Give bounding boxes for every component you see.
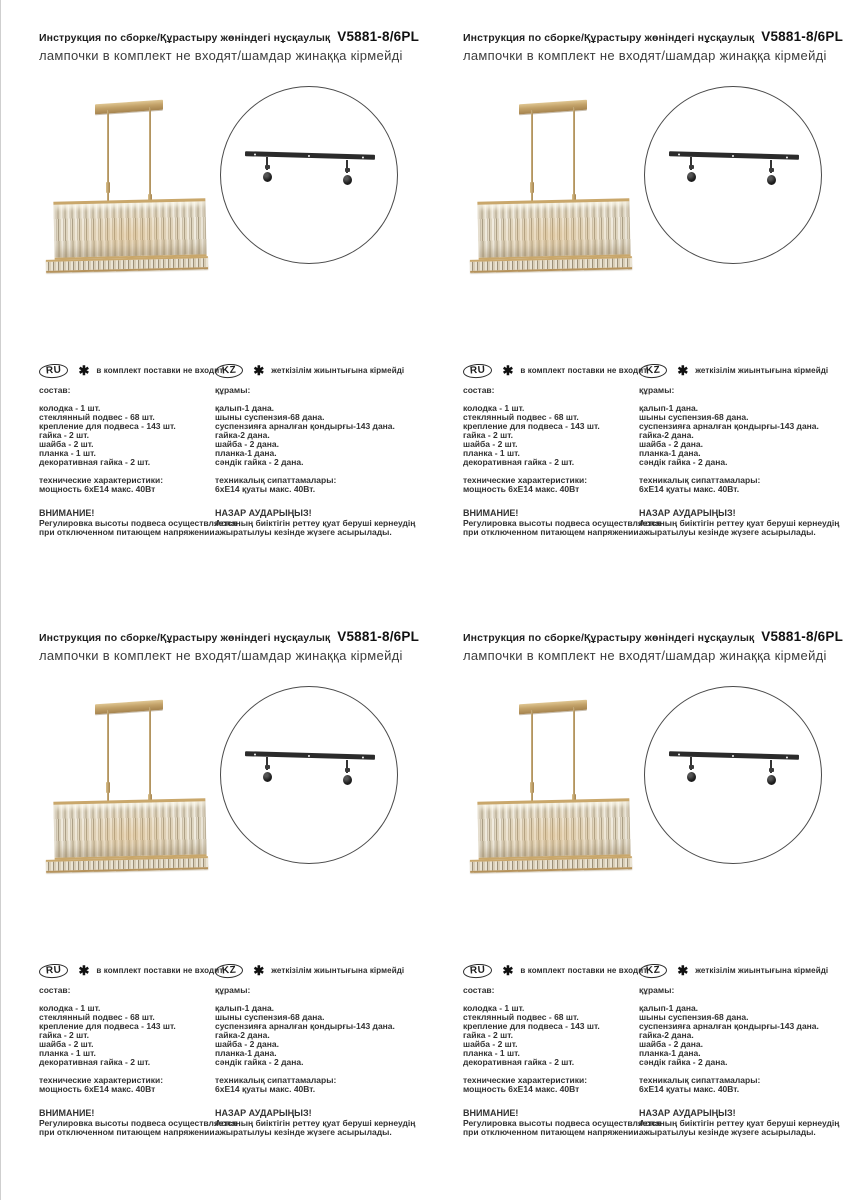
assembly-instruction-title: Инструкция по сборке/Құрастыру жөніндегі нұсқаулық — [463, 32, 755, 44]
ru-badge-row — [39, 962, 224, 979]
parts-list-item: сәндік гайка - 2 дана. — [639, 457, 728, 467]
kz-specs-block — [215, 476, 421, 494]
bolt-nut — [265, 165, 270, 169]
parts-list-item: крепление для подвеса - 143 шт. — [463, 421, 600, 431]
kz-info-column — [215, 362, 421, 537]
chandelier-image — [465, 688, 641, 888]
ru-warning-title: ВНИМАНИЕ! — [463, 508, 519, 518]
parts-list-item: планка-1 дана. — [215, 448, 277, 458]
parts-list-item: шайба - 2 шт. — [463, 1039, 518, 1049]
parts-list-item: планка - 1 шт. — [39, 448, 96, 458]
ru-specs-value: мощность 6хЕ14 макс. 40Вт — [39, 1084, 156, 1094]
bracket-hole — [786, 756, 788, 758]
ru-parts-list-title: состав: — [463, 985, 495, 995]
ru-parts-list-title: состав: — [463, 385, 495, 395]
kz-warning-title: НАЗАР АУДАРЫҢЫЗ! — [215, 1108, 312, 1118]
parts-list-item: колодка - 1 шт. — [39, 1003, 101, 1013]
chandelier-rod-right — [573, 107, 575, 203]
bracket-hole — [732, 154, 734, 156]
parts-list-item: суспензияға арналған қондырғы-143 дана. — [639, 421, 819, 431]
parts-list-item: сәндік гайка - 2 дана. — [639, 1057, 728, 1067]
ru-warning-title: ВНИМАНИЕ! — [463, 1108, 519, 1118]
ru-specs-value: мощность 6хЕ14 макс. 40Вт — [39, 484, 156, 494]
bracket-detail-circle — [220, 686, 398, 864]
warning-line: Регулировка высоты подвеса осуществляется — [39, 518, 238, 528]
chandelier-canopy — [95, 100, 163, 115]
parts-list-item: гайка-2 дана. — [215, 430, 270, 440]
bolt-knob — [343, 775, 352, 785]
ru-specs-title: технические характеристики: — [463, 1075, 588, 1085]
bulbs-not-included-note: лампочки в комплект не входят/шамдар жинаққа кірмейді — [463, 648, 827, 663]
bracket-bolt-right — [343, 160, 352, 188]
parts-list-item: шыны суспензия-68 дана. — [639, 1012, 749, 1022]
parts-list-item: крепление для подвеса - 143 шт. — [39, 1021, 176, 1031]
bracket-hole — [362, 756, 364, 758]
parts-list-item: декоративная гайка - 2 шт. — [463, 457, 575, 467]
bolt-nut — [265, 765, 270, 769]
parts-list-item: шыны суспензия-68 дана. — [639, 412, 749, 422]
ru-warning-block — [39, 508, 238, 537]
chandelier-crystal-box — [53, 198, 206, 259]
chandelier-crystal-box — [53, 798, 206, 859]
parts-list-item: планка-1 дана. — [639, 448, 701, 458]
chandelier-crystal-box — [477, 798, 630, 859]
bolt-knob — [263, 172, 272, 182]
kz-info-column — [215, 962, 421, 1137]
chandelier-bottom-crystal-row — [46, 856, 208, 873]
parts-list-item: крепление для подвеса - 143 шт. — [39, 421, 176, 431]
chandelier-image — [41, 688, 217, 888]
ru-parts-list-title: состав: — [39, 985, 71, 995]
warning-line: Аспаның биіктігін реттеу қуат беруші кернеудің — [215, 518, 416, 528]
instruction-panel — [425, 0, 849, 600]
ru-language-badge: RU — [39, 962, 69, 978]
parts-list-item: суспензияға арналған қондырғы-143 дана. — [639, 1021, 819, 1031]
ru-specs-block — [39, 1076, 211, 1094]
kz-badge-row — [215, 362, 421, 379]
kz-badge-row — [215, 962, 421, 979]
ru-specs-value: мощность 6хЕ14 макс. 40Вт — [463, 1084, 580, 1094]
kz-info-column — [639, 962, 845, 1137]
ru-warning-text — [463, 1118, 662, 1137]
kz-parts-list-title: құрамы: — [215, 385, 251, 395]
bracket-bolt-right — [767, 760, 776, 788]
kz-specs-value: 6хЕ14 қуаты макс. 40Вт. — [215, 484, 316, 494]
chandelier-bottom-crystal-row — [470, 256, 632, 273]
rod-adjuster-left — [530, 782, 534, 793]
ru-warning-block — [463, 508, 662, 537]
ru-badge-row — [463, 362, 648, 379]
kz-not-included-note: жеткізілім жиынтығына кірмейді — [695, 366, 829, 375]
ru-not-included-note: в комплект поставки не входит — [520, 966, 648, 975]
chandelier-rod-right — [149, 107, 151, 203]
bracket-bolt-left — [687, 157, 696, 187]
kz-specs-title: техникалық сипаттамалары: — [639, 475, 761, 485]
asterisk-icon: ✱ — [253, 363, 265, 378]
ru-parts-list — [39, 404, 211, 467]
parts-list-item: планка - 1 шт. — [463, 448, 520, 458]
chandelier-bottom-crystal-row — [46, 256, 208, 273]
bolt-nut — [769, 168, 774, 172]
asterisk-icon: ✱ — [78, 363, 90, 378]
parts-list-item: қалып-1 дана. — [639, 403, 699, 413]
ru-specs-title: технические характеристики: — [463, 475, 588, 485]
kz-specs-block — [639, 1076, 845, 1094]
parts-list-item: қалып-1 дана. — [639, 1003, 699, 1013]
ru-not-included-note: в комплект поставки не входит — [96, 366, 224, 375]
warning-line: ажыратылуы кезінде жүзеге асырылады. — [215, 527, 392, 537]
parts-list-item: декоративная гайка - 2 шт. — [39, 1057, 151, 1067]
parts-list-item: қалып-1 дана. — [215, 403, 275, 413]
bolt-nut — [689, 765, 694, 769]
parts-list-item: шайба - 2 дана. — [639, 439, 704, 449]
warning-line: ажыратылуы кезінде жүзеге асырылады. — [639, 527, 816, 537]
bolt-nut — [345, 768, 350, 772]
parts-list-item: стеклянный подвес - 68 шт. — [39, 412, 155, 422]
kz-warning-block — [639, 1109, 845, 1137]
warning-line: Регулировка высоты подвеса осуществляется — [463, 1118, 662, 1128]
bolt-nut — [345, 168, 350, 172]
kz-specs-title: техникалық сипаттамалары: — [215, 475, 337, 485]
parts-list-item: декоративная гайка - 2 шт. — [463, 1057, 575, 1067]
parts-list-item: суспензияға арналған қондырғы-143 дана. — [215, 421, 395, 431]
kz-parts-list — [215, 1004, 421, 1067]
bracket-hole — [786, 156, 788, 158]
parts-list-item: планка-1 дана. — [215, 1048, 277, 1058]
kz-parts-list-title: құрамы: — [639, 985, 675, 995]
ru-language-badge: RU — [463, 962, 493, 978]
warning-line: Аспаның биіктігін реттеу қуат беруші кернеудің — [215, 1118, 416, 1128]
parts-list-item: стеклянный подвес - 68 шт. — [463, 412, 579, 422]
parts-list-item: гайка - 2 шт. — [463, 1030, 513, 1040]
warning-line: при отключенном питающем напряжении. — [463, 527, 641, 537]
kz-parts-list — [639, 1004, 845, 1067]
kz-warning-text — [215, 519, 421, 537]
parts-list-item: гайка-2 дана. — [215, 1030, 270, 1040]
kz-parts-list-title: құрамы: — [215, 985, 251, 995]
parts-list-item: шайба - 2 дана. — [215, 1039, 280, 1049]
kz-badge-row — [639, 362, 845, 379]
kz-badge-row — [639, 962, 845, 979]
bulbs-not-included-note: лампочки в комплект не входят/шамдар жинаққа кірмейді — [463, 48, 827, 63]
ru-specs-block — [39, 476, 211, 494]
parts-list-item: гайка - 2 шт. — [39, 430, 89, 440]
ru-warning-block — [39, 1108, 238, 1137]
chandelier-rod-right — [149, 707, 151, 803]
bolt-knob — [263, 772, 272, 782]
warning-line: Регулировка высоты подвеса осуществляется — [463, 518, 662, 528]
parts-list-item: колодка - 1 шт. — [39, 403, 101, 413]
ru-parts-list — [463, 404, 635, 467]
parts-list-item: суспензияға арналған қондырғы-143 дана. — [215, 1021, 395, 1031]
kz-language-badge: KZ — [215, 363, 244, 379]
ru-parts-list-title: состав: — [39, 385, 71, 395]
kz-specs-title: техникалық сипаттамалары: — [215, 1075, 337, 1085]
parts-list-item: стеклянный подвес - 68 шт. — [463, 1012, 579, 1022]
assembly-instruction-title: Инструкция по сборке/Құрастыру жөніндегі нұсқаулық — [39, 32, 331, 44]
bolt-knob — [767, 175, 776, 185]
assembly-instruction-title: Инструкция по сборке/Құрастыру жөніндегі нұсқаулық — [39, 632, 331, 644]
ru-warning-text — [463, 518, 662, 537]
bracket-bolt-left — [263, 757, 272, 787]
kz-info-column — [639, 362, 845, 537]
asterisk-icon: ✱ — [677, 363, 689, 378]
assembly-instruction-title: Инструкция по сборке/Құрастыру жөніндегі нұсқаулық — [463, 632, 755, 644]
bracket-hole — [308, 754, 310, 756]
ru-language-badge: RU — [39, 362, 69, 378]
parts-list-item: крепление для подвеса - 143 шт. — [463, 1021, 600, 1031]
bracket-bolt-right — [767, 160, 776, 188]
kz-not-included-note: жеткізілім жиынтығына кірмейді — [695, 966, 829, 975]
parts-list-item: планка - 1 шт. — [463, 1048, 520, 1058]
kz-specs-value: 6хЕ14 қуаты макс. 40Вт. — [215, 1084, 316, 1094]
instruction-panel — [425, 600, 849, 1200]
kz-warning-block — [215, 509, 421, 537]
ru-specs-title: технические характеристики: — [39, 1075, 164, 1085]
kz-warning-title: НАЗАР АУДАРЫҢЫЗ! — [639, 508, 736, 518]
asterisk-icon: ✱ — [502, 963, 514, 978]
ru-warning-block — [463, 1108, 662, 1137]
bolt-nut — [769, 768, 774, 772]
parts-list-item: сәндік гайка - 2 дана. — [215, 1057, 304, 1067]
kz-not-included-note: жеткізілім жиынтығына кірмейді — [271, 366, 405, 375]
asterisk-icon: ✱ — [253, 963, 265, 978]
kz-parts-list-title: құрамы: — [639, 385, 675, 395]
ru-parts-list — [39, 1004, 211, 1067]
kz-specs-value: 6хЕ14 қуаты макс. 40Вт. — [639, 484, 740, 494]
kz-specs-value: 6хЕ14 қуаты макс. 40Вт. — [639, 1084, 740, 1094]
warning-line: при отключенном питающем напряжении. — [39, 1127, 217, 1137]
kz-specs-block — [215, 1076, 421, 1094]
instruction-panel — [1, 0, 425, 600]
ru-warning-title: ВНИМАНИЕ! — [39, 508, 95, 518]
parts-list-item: планка-1 дана. — [639, 1048, 701, 1058]
parts-list-item: шайба - 2 шт. — [463, 439, 518, 449]
bracket-detail-circle — [220, 86, 398, 264]
kz-parts-list — [215, 404, 421, 467]
kz-language-badge: KZ — [639, 363, 668, 379]
ru-not-included-note: в комплект поставки не входит — [96, 966, 224, 975]
parts-list-item: стеклянный подвес - 68 шт. — [39, 1012, 155, 1022]
bolt-nut — [689, 165, 694, 169]
ru-specs-title: технические характеристики: — [39, 475, 164, 485]
bolt-knob — [687, 772, 696, 782]
chandelier-crystal-box — [477, 198, 630, 259]
ru-specs-block — [463, 1076, 635, 1094]
chandelier-rod-right — [573, 707, 575, 803]
bracket-hole — [308, 154, 310, 156]
kz-language-badge: KZ — [215, 963, 244, 979]
parts-list-item: қалып-1 дана. — [215, 1003, 275, 1013]
parts-list-item: гайка-2 дана. — [639, 430, 694, 440]
parts-list-item: гайка - 2 шт. — [39, 1030, 89, 1040]
parts-list-item: шайба - 2 дана. — [639, 1039, 704, 1049]
kz-warning-text — [639, 1119, 845, 1137]
chandelier-canopy — [95, 700, 163, 715]
asterisk-icon: ✱ — [78, 963, 90, 978]
bolt-knob — [343, 175, 352, 185]
bracket-hole — [254, 153, 256, 155]
instruction-panel — [1, 600, 425, 1200]
kz-warning-block — [639, 509, 845, 537]
model-number: V5881-8/6PL — [761, 29, 844, 44]
parts-list-item: гайка - 2 шт. — [463, 430, 513, 440]
kz-parts-list — [639, 404, 845, 467]
bracket-detail-circle — [644, 86, 822, 264]
rod-adjuster-left — [106, 182, 110, 193]
ru-badge-row — [463, 962, 648, 979]
bolt-knob — [767, 775, 776, 785]
bracket-hole — [732, 754, 734, 756]
ru-warning-text — [39, 1118, 238, 1137]
parts-list-item: колодка - 1 шт. — [463, 1003, 525, 1013]
bulbs-not-included-note: лампочки в комплект не входят/шамдар жинаққа кірмейді — [39, 648, 403, 663]
parts-list-item: шайба - 2 дана. — [215, 439, 280, 449]
parts-list-item: шайба - 2 шт. — [39, 439, 94, 449]
warning-line: Регулировка высоты подвеса осуществляется — [39, 1118, 238, 1128]
parts-list-item: гайка-2 дана. — [639, 1030, 694, 1040]
bulbs-not-included-note: лампочки в комплект не входят/шамдар жинаққа кірмейді — [39, 48, 403, 63]
bolt-knob — [687, 172, 696, 182]
chandelier-bottom-crystal-row — [470, 856, 632, 873]
chandelier-canopy — [519, 700, 587, 715]
kz-warning-block — [215, 1109, 421, 1137]
model-number: V5881-8/6PL — [337, 29, 420, 44]
parts-list-item: шыны суспензия-68 дана. — [215, 412, 325, 422]
parts-list-item: колодка - 1 шт. — [463, 403, 525, 413]
kz-specs-block — [639, 476, 845, 494]
chandelier-canopy — [519, 100, 587, 115]
ru-warning-text — [39, 518, 238, 537]
kz-warning-title: НАЗАР АУДАРЫҢЫЗ! — [215, 508, 312, 518]
model-number: V5881-8/6PL — [337, 629, 420, 644]
warning-line: Аспаның биіктігін реттеу қуат беруші кернеудің — [639, 518, 840, 528]
parts-list-item: шайба - 2 шт. — [39, 1039, 94, 1049]
ru-badge-row — [39, 362, 224, 379]
bracket-detail-circle — [644, 686, 822, 864]
parts-list-item: планка - 1 шт. — [39, 1048, 96, 1058]
chandelier-image — [41, 88, 217, 288]
bracket-hole — [678, 753, 680, 755]
parts-list-item: сәндік гайка - 2 дана. — [215, 457, 304, 467]
kz-language-badge: KZ — [639, 963, 668, 979]
ru-language-badge: RU — [463, 362, 493, 378]
warning-line: Аспаның биіктігін реттеу қуат беруші кернеудің — [639, 1118, 840, 1128]
chandelier-image — [465, 88, 641, 288]
rod-adjuster-left — [530, 182, 534, 193]
bracket-hole — [362, 156, 364, 158]
kz-not-included-note: жеткізілім жиынтығына кірмейді — [271, 966, 405, 975]
bracket-bolt-left — [687, 757, 696, 787]
kz-specs-title: техникалық сипаттамалары: — [639, 1075, 761, 1085]
parts-list-item: шыны суспензия-68 дана. — [215, 1012, 325, 1022]
ru-specs-block — [463, 476, 635, 494]
bracket-hole — [254, 753, 256, 755]
ru-not-included-note: в комплект поставки не входит — [520, 366, 648, 375]
ru-warning-title: ВНИМАНИЕ! — [39, 1108, 95, 1118]
ru-specs-value: мощность 6хЕ14 макс. 40Вт — [463, 484, 580, 494]
ru-parts-list — [463, 1004, 635, 1067]
asterisk-icon: ✱ — [502, 363, 514, 378]
parts-list-item: декоративная гайка - 2 шт. — [39, 457, 151, 467]
asterisk-icon: ✱ — [677, 963, 689, 978]
model-number: V5881-8/6PL — [761, 629, 844, 644]
warning-line: ажыратылуы кезінде жүзеге асырылады. — [639, 1127, 816, 1137]
bracket-bolt-right — [343, 760, 352, 788]
kz-warning-text — [639, 519, 845, 537]
rod-adjuster-left — [106, 782, 110, 793]
kz-warning-title: НАЗАР АУДАРЫҢЫЗ! — [639, 1108, 736, 1118]
warning-line: при отключенном питающем напряжении. — [463, 1127, 641, 1137]
warning-line: ажыратылуы кезінде жүзеге асырылады. — [215, 1127, 392, 1137]
warning-line: при отключенном питающем напряжении. — [39, 527, 217, 537]
bracket-bolt-left — [263, 157, 272, 187]
bracket-hole — [678, 153, 680, 155]
kz-warning-text — [215, 1119, 421, 1137]
